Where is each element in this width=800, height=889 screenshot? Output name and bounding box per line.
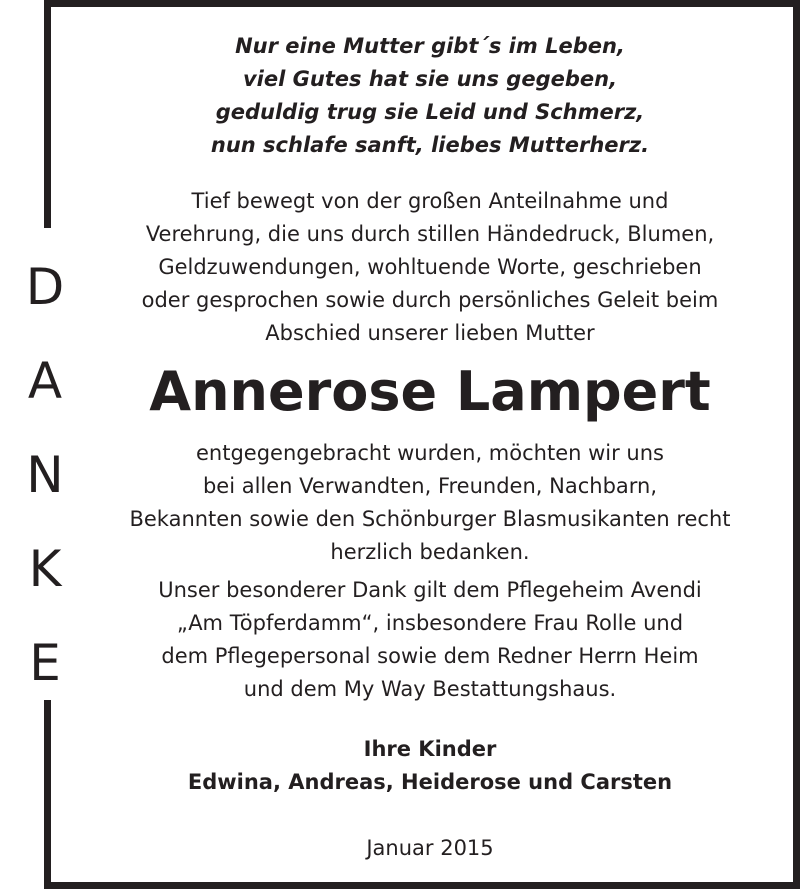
danke-letter: E bbox=[29, 634, 61, 692]
thanks-intro-paragraph bbox=[60, 185, 800, 350]
frame-bottom-border bbox=[44, 882, 800, 889]
danke-letter: D bbox=[25, 258, 65, 316]
poem-line: geduldig trug sie Leid und Schmerz, bbox=[215, 100, 645, 124]
text-line: Bekannten sowie den Schönburger Blasmusikanten recht bbox=[129, 507, 731, 531]
frame-top-border bbox=[44, 0, 800, 7]
text-line: bei allen Verwandten, Freunden, Nachbarn, bbox=[202, 474, 658, 498]
text-line: „Am Töpferdamm“, insbesondere Frau Rolle und bbox=[176, 611, 684, 635]
thanks-body-paragraph bbox=[60, 437, 800, 569]
special-thanks-paragraph bbox=[60, 574, 800, 706]
text-line: herzlich bedanken. bbox=[330, 540, 530, 564]
text-line: Unser besonderer Dank gilt dem Pflegeheim Avendi bbox=[158, 578, 702, 602]
signature-block bbox=[60, 733, 800, 799]
notice-date: Januar 2015 bbox=[366, 836, 494, 860]
frame-left-border-bottom bbox=[44, 700, 51, 889]
danke-letter: A bbox=[27, 352, 63, 410]
text-line: entgegengebracht wurden, möchten wir uns bbox=[196, 441, 664, 465]
deceased-name: Annerose Lampert bbox=[149, 360, 711, 423]
poem-line: nun schlafe sanft, liebes Mutterherz. bbox=[210, 133, 650, 157]
poem-line: Nur eine Mutter gibt´s im Leben, bbox=[235, 34, 625, 58]
danke-letter: K bbox=[28, 540, 62, 598]
signature-line: Edwina, Andreas, Heiderose und Carsten bbox=[187, 770, 673, 794]
danke-letter: N bbox=[26, 446, 64, 504]
text-line: Geldzuwendungen, wohltuende Worte, geschrieben bbox=[158, 255, 702, 279]
frame-left-border-top bbox=[44, 0, 51, 228]
signature-line: Ihre Kinder bbox=[363, 737, 497, 761]
memorial-poem bbox=[60, 30, 800, 162]
text-line: Tief bewegt von der großen Anteilnahme und bbox=[191, 189, 669, 213]
poem-line: viel Gutes hat sie uns gegeben, bbox=[242, 67, 618, 91]
text-line: oder gesprochen sowie durch persönliches Geleit beim bbox=[141, 288, 719, 312]
text-line: und dem My Way Bestattungshaus. bbox=[243, 677, 617, 701]
text-line: Verehrung, die uns durch stillen Händedruck, Blumen, bbox=[145, 222, 715, 246]
text-line: dem Pflegepersonal sowie dem Redner Herrn Heim bbox=[161, 644, 699, 668]
text-line: Abschied unserer lieben Mutter bbox=[265, 321, 595, 345]
